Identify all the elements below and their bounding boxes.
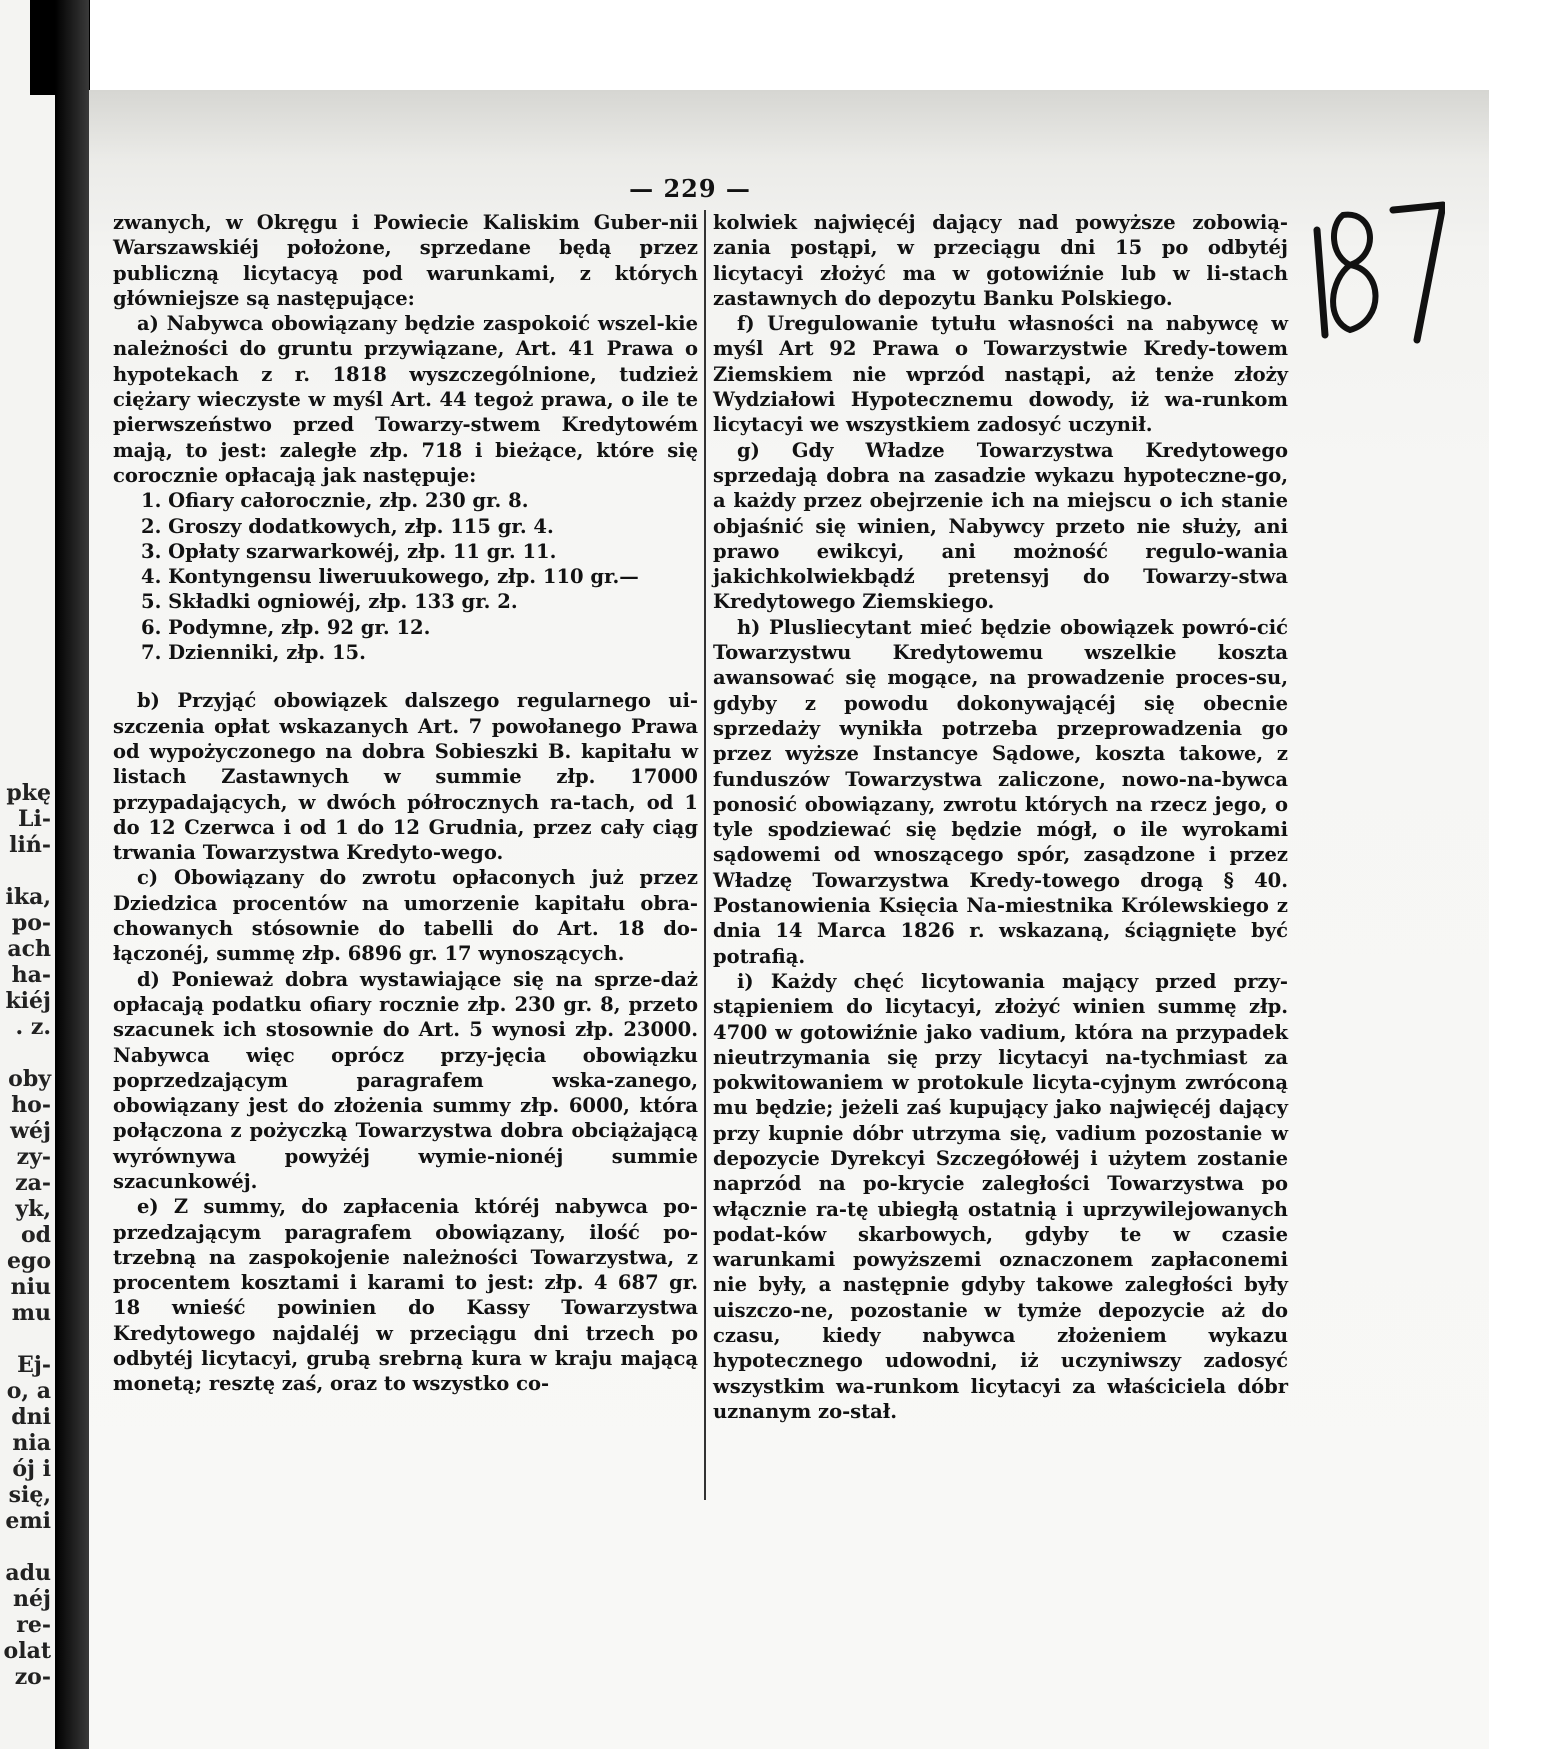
right-continuation: kolwiek najwięcéj dający nad powyższe zobowią-zania postąpi, w przeciągu dni 15 po odbytéj licytacyi złożyć ma w gotowiźnie lub w li-stach zastawnych do depozytu Banku Polskiego. bbox=[713, 211, 1288, 310]
left-intro: zwanych, w Okręgu i Powiecie Kaliskim Guber-nii Warszawskiéj położone, sprzedane będą przez publiczną licytacyą pod warunkami, z których główniejsze są następujące: bbox=[113, 211, 698, 310]
margin-fragment: nia bbox=[12, 1430, 51, 1456]
list-item: 2. Groszy dodatkowych, złp. 115 gr. 4. bbox=[141, 514, 554, 538]
clause-a: a) Nabywca obowiązany będzie zaspokoić wszel-kie należności do gruntu przywiązane, Art. 41 Prawa o hypotekach z r. 1818 wyszczególnione, tudzież ciężary wieczyste w myśl Art. 44 tegoż prawa, o ile te pierwszeństwo przed Towarzy-stwem Kredytowém mają, to jest: zaległe złp. 718 i bieżące, które się corocznie opłacają jak następuje: bbox=[113, 312, 698, 487]
book-binding-spine bbox=[55, 0, 89, 1749]
margin-fragment: zo- bbox=[14, 1664, 51, 1690]
clause-b: b) Przyjąć obowiązek dalszego regularnego ui-szczenia opłat wskazanych Art. 7 powołanego Prawa od wypożyczonego na dobra Sobieszki B. kapitału w listach Zastawnych w summie złp. 17000 przypadających, w dwóch półrocznych ra-tach, od 1 do 12 Czerwca i od 1 do 12 Grudnia, przez cały ciąg trwania Towarzystwa Kredyto-wego. bbox=[113, 689, 698, 865]
margin-fragment: mu bbox=[11, 1300, 51, 1326]
clause-f: f) Uregulowanie tytułu własności na nabywcę w myśl Art 92 Prawa o Towarzystwie Kredy-towem Ziemskiem nie wprzód nastąpi, aż tenże złoży Wydziałowi Hypotecznemu dowody, iż wa-runkom licytacyi we wszystkiem zadosyć uczynił. bbox=[713, 312, 1288, 437]
clause-h: h) Plusliecytant mieć będzie obowiązek powró-cić Towarzystwu Kredytowemu wszelkie koszta awansować się mogące, na prowadzenie proces-su, gdyby z powodu dokonywającéj się obecnie sprzedaży wynikła potrzeba przeprowadzenia go przez wyższe Instancye Sądowe, koszta takowe, z funduszów Towarzystwa zaliczone, nowo-na-bywca ponosić obowiązany, zwrotu których na rzecz jego, o tyle spodziewać się będzie mógł, o ile wyrokami sądowemi od wnoszącego spór, zasądzone i przez Władzę Towarzystwa Kredy-towego drogą § 40. Postanowienia Księcia Na-miestnika Królewskiego z dnia 14 Marca 1826 r. wskazaną, ściągnięte być potrafią. bbox=[713, 615, 1288, 968]
margin-fragment: Ej- bbox=[17, 1352, 51, 1378]
margin-fragment: o, a bbox=[6, 1378, 51, 1404]
left-column bbox=[113, 210, 698, 1397]
margin-fragment: pkę bbox=[6, 780, 51, 806]
column-divider bbox=[704, 210, 706, 1500]
margin-fragment: Li- bbox=[18, 806, 51, 832]
handwritten-page-note bbox=[1305, 170, 1445, 350]
margin-fragment: ego bbox=[6, 1248, 51, 1274]
margin-fragment: ój i bbox=[12, 1456, 51, 1482]
clause-e: e) Z summy, do zapłacenia któréj nabywca po-przedzającym paragrafem obowiązany, ilość po-trzebną na zaspokojenie należności Towarzystwa, z procentem kosztami i karami to jest: złp. 4 687 gr. 18 wnieść powinien do Kassy Towarzystwa Kredytowego najdaléj w przeciągu dni trzech po odbytéj licytacyi, grubą srebrną kura w kraju mającą monetą; resztę zaś, oraz to wszystko co- bbox=[113, 1195, 698, 1396]
margin-fragment: ho- bbox=[11, 1092, 51, 1118]
margin-fragment: emi bbox=[5, 1508, 51, 1534]
list-item: 1. Ofiary całorocznie, złp. 230 gr. 8. bbox=[141, 489, 529, 513]
margin-fragment: zy- bbox=[16, 1144, 51, 1170]
right-column bbox=[713, 210, 1288, 1424]
margin-fragment: od bbox=[20, 1222, 51, 1248]
left-margin-strip bbox=[0, 0, 55, 1749]
list-item: 7. Dzienniki, złp. 15. bbox=[141, 641, 366, 665]
list-item: 3. Opłaty szarwarkowéj, złp. 11 gr. 11. bbox=[141, 539, 557, 563]
margin-fragment: adu bbox=[5, 1560, 51, 1586]
margin-fragment: ach bbox=[7, 936, 51, 962]
margin-fragment: wéj bbox=[10, 1118, 51, 1144]
margin-fragment: ika, bbox=[5, 884, 51, 910]
margin-fragment: za- bbox=[15, 1170, 51, 1196]
list-item: 4. Kontyngensu liweruukowego, złp. 110 gr.— bbox=[141, 565, 639, 589]
margin-fragment: kiéj bbox=[5, 988, 51, 1014]
margin-fragment: olat bbox=[3, 1638, 51, 1664]
margin-fragment: ha- bbox=[11, 962, 51, 988]
margin-fragment: dni bbox=[11, 1404, 51, 1430]
page-number: — 229 — bbox=[629, 174, 751, 203]
clause-d: d) Ponieważ dobra wystawiające się na sprze-daż opłacają podatku ofiary rocznie złp. 230 gr. 8, przeto szacunek ich stosownie do Art. 5 wynosi złp. 23000. Nabywca więc oprócz przy-jęcia obowiązku poprzedzającym paragrafem wska-zanego, obowiązany jest do złożenia summy złp. 6000, która połączona z pożyczką Towarzystwa dobra obciążającą wyrównywa powyżéj wymie-nionéj summie szacunkowéj. bbox=[113, 967, 698, 1193]
margin-fragment: się, bbox=[8, 1482, 51, 1508]
clause-g: g) Gdy Władze Towarzystwa Kredytowego sprzedają dobra na zasadzie wykazu hypoteczne-go, a każdy przez obejrzenie ich na miejscu o ich stanie objaśnić się winien, Nabywcy przeto nie służy, ani prawo ewikcyi, ani możność regulo-wania jakichkolwiekbądź pretensyj do Towarzy-stwa Kredytowego Ziemskiego. bbox=[713, 438, 1288, 614]
margin-fragment: re- bbox=[16, 1612, 51, 1638]
margin-fragment: oby bbox=[8, 1066, 51, 1092]
margin-fragment: liń- bbox=[9, 832, 51, 858]
list-item: 6. Podymne, złp. 92 gr. 12. bbox=[141, 615, 431, 639]
margin-fragment: . z. bbox=[15, 1014, 51, 1040]
list-item: 5. Składki ogniowéj, złp. 133 gr. 2. bbox=[141, 590, 518, 614]
margin-fragment: niu bbox=[10, 1274, 51, 1300]
margin-fragment: po- bbox=[11, 910, 51, 936]
margin-fragment: yk, bbox=[15, 1196, 51, 1222]
clause-c: c) Obowiązany do zwrotu opłaconych już przez Dziedzica procentów na umorzenie kapitału obra-chowanych stósownie do tabelli do Art. 18 do-łączonéj, summę złp. 6896 gr. 17 wynoszących. bbox=[113, 866, 698, 966]
clause-i: i) Każdy chęć licytowania mający przed przy-stąpieniem do licytacyi, złożyć winien summę złp. 4700 w gotowiźnie jako vadium, która na przypadek nieutrzymania się przy licytacyi na-tychmiast za pokwitowaniem w protokule licyta-cyjnym zwróconą mu będzie; jeżeli zaś kupujący jako najwięcéj dający przy kupnie dóbr utrzyma się, vadium pozostanie w depozycie Dyrekcyi Szczegółowéj i użytem zostanie naprzód na po-krycie zaległości Towarzystwa po włącznie ra-tę ubiegłą ostatnią i uprzywilejowanych podat-ków skarbowych, gdyby te w czasie warunkami powyższemi oznaczonem zapłaconemi nie były, a następnie gdyby takowe zaległości były uiszczo-ne, pozostanie w tymże depozycie aż do czasu, kiedy nabywca złożeniem wykazu hypotecznego udowodni, iż uczyniwszy zadosyć wszystkim wa-runkom licytacyi za właściciela dóbr uznanym zo-stał. bbox=[713, 969, 1288, 1423]
margin-fragment: néj bbox=[13, 1586, 51, 1612]
